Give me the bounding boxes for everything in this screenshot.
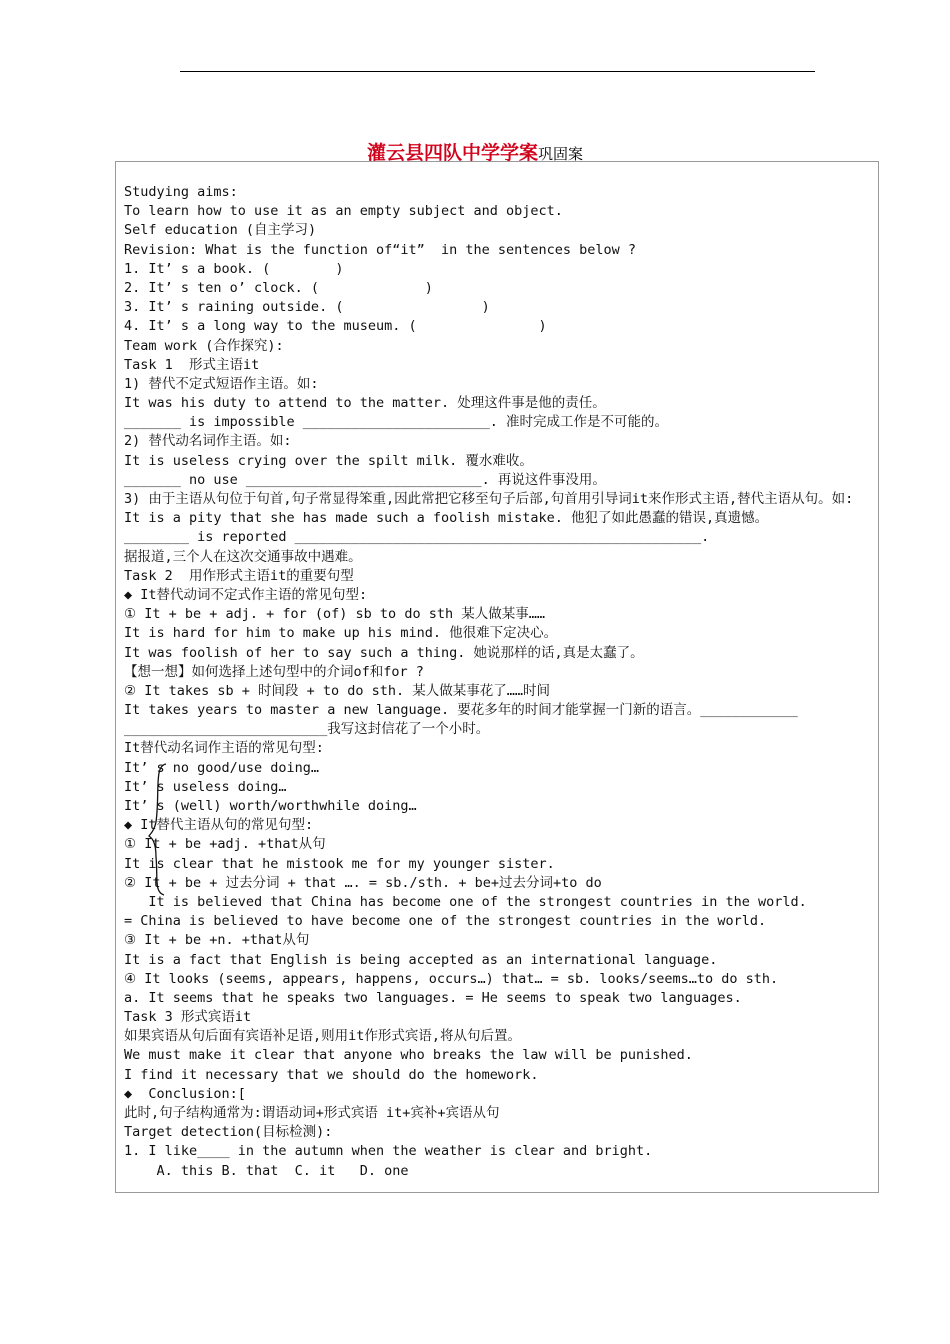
text-line: ◆ Conclusion:[ (124, 1085, 246, 1102)
text-line: 2. It’ s ten o’ clock. ( ) (124, 279, 433, 296)
text-line: It’ s (well) worth/worthwhile doing… (124, 798, 417, 815)
text-line: 3) 由于主语从句位于句首,句子常显得笨重,因此常把它移至句子后部,句首用引导词it来作形式主语,替代主语从句。如: (124, 491, 854, 507)
text-line: ③ It + be +n. +that从句 (124, 932, 310, 949)
text-line: It is a fact that English is being accepted as an international language. (124, 951, 718, 968)
school-title: 灌云县四队中学学案 (366, 142, 538, 164)
text-line: ② It + be + 过去分词 + that …. = sb./sth. + be+过去分词+to do (124, 874, 602, 891)
header-rule (180, 71, 815, 72)
text-line: Studying aims: (124, 184, 238, 200)
text-line: It is a pity that she has made such a foolish mistake. 他犯了如此愚蠢的错误,真遗憾。 (124, 510, 769, 527)
text-line: ① It + be + adj. + for (of) sb to do sth 某人做某事…… (124, 606, 545, 623)
text-line: ② It takes sb + 时间段 + to do sth. 某人做某事花了……时间 (124, 682, 551, 699)
text-line: ① It + be +adj. +that从句 (124, 836, 326, 853)
text-line: Task 3 形式宾语it (124, 1009, 252, 1026)
text-line: Self education (自主学习) (124, 222, 317, 239)
text-line: a. It seems that he speaks two languages. = He seems to speak two languages. (124, 989, 742, 1006)
text-line: It is believed that China has become one of the strongest countries in the world. (124, 893, 807, 910)
text-line: _______ no use _____________________________. 再说这件事没用。 (124, 471, 606, 488)
text-line: I find it necessary that we should do the homework. (124, 1066, 539, 1083)
text-line: It’ s useless doing… (124, 778, 287, 795)
text-line: It was foolish of her to say such a thing. 她说那样的话,真是太蠢了。 (124, 644, 644, 661)
text-line: Target detection(目标检测): (124, 1124, 333, 1141)
text-line: ________ is reported __________________________________________________. (124, 529, 710, 546)
text-line: 1. I like____ in the autumn when the weather is clear and bright. (124, 1143, 653, 1160)
text-line: 4. It’ s a long way to the museum. ( ) (124, 318, 547, 335)
text-line: 【想一想】如何选择上述句型中的介词of和for ? (124, 663, 424, 680)
text-line: A. this B. that C. it D. one (124, 1162, 409, 1179)
text-line: To learn how to use it as an empty subject and object. (124, 203, 563, 220)
text-line: Team work (合作探究): (124, 337, 284, 354)
text-line: ◆ It替代主语从句的常见句型: (124, 817, 314, 834)
text-line: It’ s no good/use doing… (124, 759, 320, 776)
text-line: 1) 替代不定式短语作主语。如: (124, 375, 319, 392)
text-line: It替代动名词作主语的常见句型: (124, 740, 324, 757)
section-subtitle: 巩固案 (538, 145, 584, 163)
text-line: Task 2 用作形式主语it的重要句型 (124, 567, 354, 584)
text-line: 1. It’ s a book. ( ) (124, 260, 344, 277)
text-line: It was his duty to attend to the matter. 处理这件事是他的责任。 (124, 395, 606, 412)
text-line: It is clear that he mistook me for my younger sister. (124, 855, 555, 872)
text-line: Revision: What is the function of“it” in the sentences below ? (124, 241, 637, 258)
text-line: We must make it clear that anyone who breaks the law will be punished. (124, 1047, 693, 1064)
text-line: It is hard for him to make up his mind. 他很难下定决心。 (124, 625, 558, 642)
text-line: ④ It looks (seems, appears, happens, occurs…) that… = sb. looks/seems…to do sth. (124, 970, 779, 987)
text-line: 2) 替代动名词作主语。如: (124, 433, 292, 450)
document-body (124, 183, 874, 1181)
text-line: 如果宾语从句后面有宾语补足语,则用it作形式宾语,将从句后置。 (124, 1028, 522, 1045)
text-line: It takes years to master a new language. 要花多年的时间才能掌握一门新的语言。____________ (124, 702, 798, 719)
text-line: 3. It’ s raining outside. ( ) (124, 299, 490, 316)
text-line: _______ is impossible _______________________. 准时完成工作是不可能的。 (124, 414, 669, 431)
text-line: ◆ It替代动词不定式作主语的常见句型: (124, 586, 368, 603)
text-line: It is useless crying over the spilt milk. 覆水难收。 (124, 452, 533, 469)
text-line: 据报道,三个人在这次交通事故中遇难。 (124, 548, 362, 565)
text-line: 此时,句子结构通常为:谓语动词+形式宾语 it+宾补+宾语从句 (124, 1105, 500, 1122)
text-line: = China is believed to have become one of the strongest countries in the world. (124, 913, 767, 930)
text-line: _________________________我写这封信花了一个小时。 (124, 721, 490, 738)
text-line: Task 1 形式主语it (124, 356, 260, 373)
